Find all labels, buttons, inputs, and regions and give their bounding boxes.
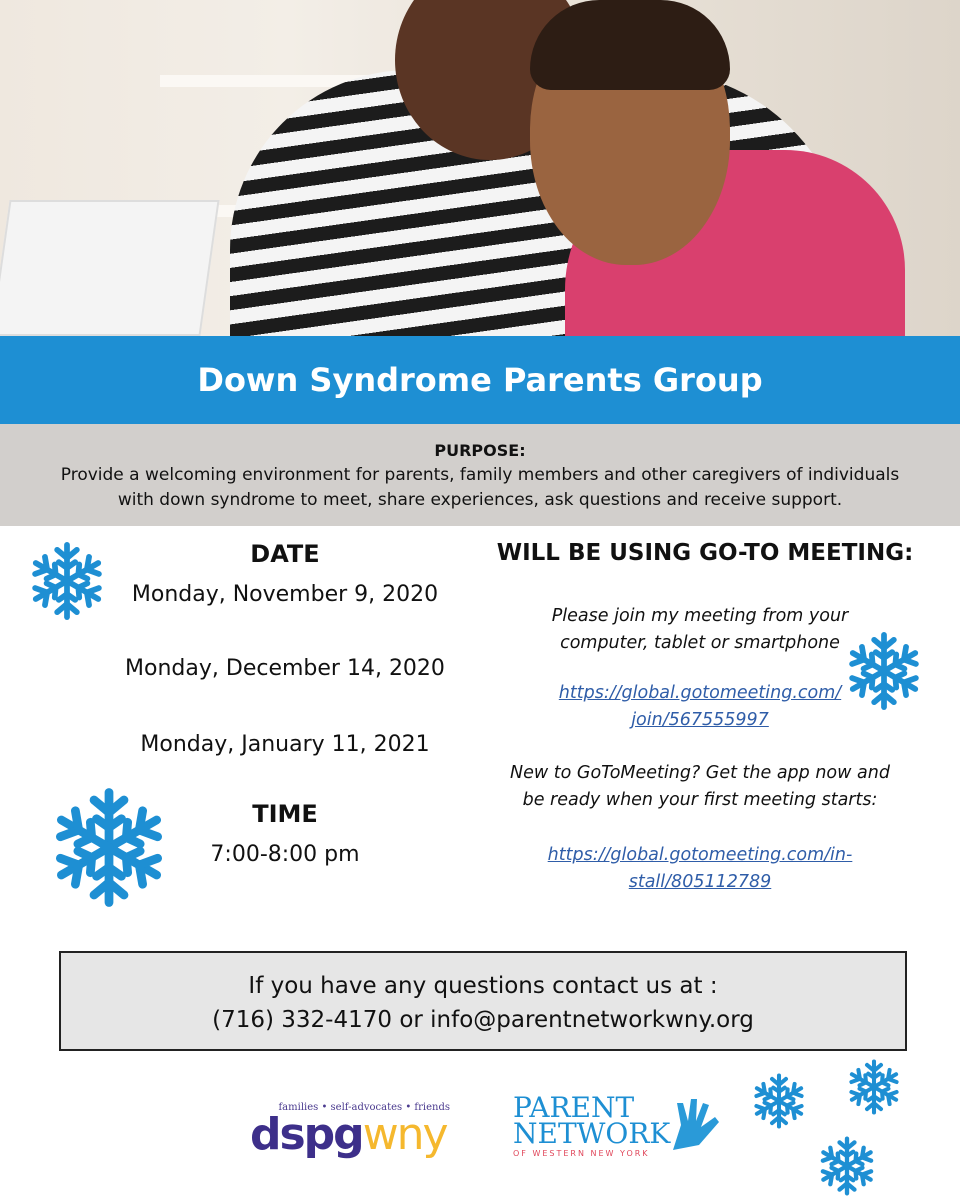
purpose-section — [0, 424, 960, 526]
join-line: Please join my meeting from your — [551, 606, 849, 626]
date-item: Monday, November 9, 2020 — [131, 582, 439, 607]
boy-hair — [530, 0, 730, 90]
dspg-tagline: families • self-advocates • friends — [278, 1102, 450, 1113]
parent-network-logo — [513, 1091, 723, 1175]
laptop — [0, 200, 220, 336]
date-item: Monday, December 14, 2020 — [125, 656, 445, 681]
join-link-part[interactable]: join/567555997 — [631, 710, 769, 730]
contact-line: (716) 332-4170 or info@parentnetworkwny.org — [212, 1007, 754, 1033]
install-link-part[interactable]: stall/805112789 — [628, 872, 772, 892]
snowflake-icon — [812, 1135, 882, 1197]
pn-sub: OF WESTERN NEW YORK — [513, 1149, 650, 1158]
hero-photo — [0, 0, 960, 336]
time-value: 7:00-8:00 pm — [210, 842, 360, 867]
contact-box — [59, 951, 907, 1051]
dspg-wny-logo — [250, 1102, 465, 1167]
pn-line1: PARENT — [513, 1091, 635, 1124]
new-line: New to GoToMeeting? Get the app now and — [510, 763, 890, 783]
snowflake-icon — [22, 540, 112, 622]
contact-line: If you have any questions contact us at : — [248, 973, 718, 999]
purpose-heading: PURPOSE: — [434, 441, 526, 460]
meeting-join-text — [490, 603, 910, 657]
title-banner: Down Syndrome Parents Group — [0, 336, 960, 424]
snowflake-icon — [842, 1058, 906, 1116]
install-link-part[interactable]: https://global.gotomeeting.com/in- — [547, 845, 853, 865]
wny-wordmark: wny — [362, 1109, 447, 1160]
dspg-wordmark: dspg — [250, 1109, 363, 1160]
join-line: computer, tablet or smartphone — [560, 633, 840, 653]
join-link[interactable] — [490, 680, 910, 734]
hand-icon — [663, 1095, 723, 1155]
snowflake-icon — [748, 1072, 810, 1130]
purpose-text-line: with down syndrome to meet, share experiences, ask questions and receive support. — [117, 490, 843, 510]
join-link-part[interactable]: https://global.gotomeeting.com/ — [558, 683, 842, 703]
meeting-heading: WILL BE USING GO-TO MEETING: — [496, 540, 914, 566]
date-heading: DATE — [250, 540, 320, 568]
time-heading: TIME — [252, 800, 318, 828]
meeting-new-text — [490, 760, 910, 814]
date-item: Monday, January 11, 2021 — [140, 732, 430, 757]
install-link[interactable] — [490, 842, 910, 896]
pn-line2: NETWORK — [513, 1117, 671, 1150]
new-line: be ready when your first meeting starts: — [522, 790, 878, 810]
purpose-text-line: Provide a welcoming environment for parents, family members and other caregivers of individuals — [60, 465, 900, 485]
